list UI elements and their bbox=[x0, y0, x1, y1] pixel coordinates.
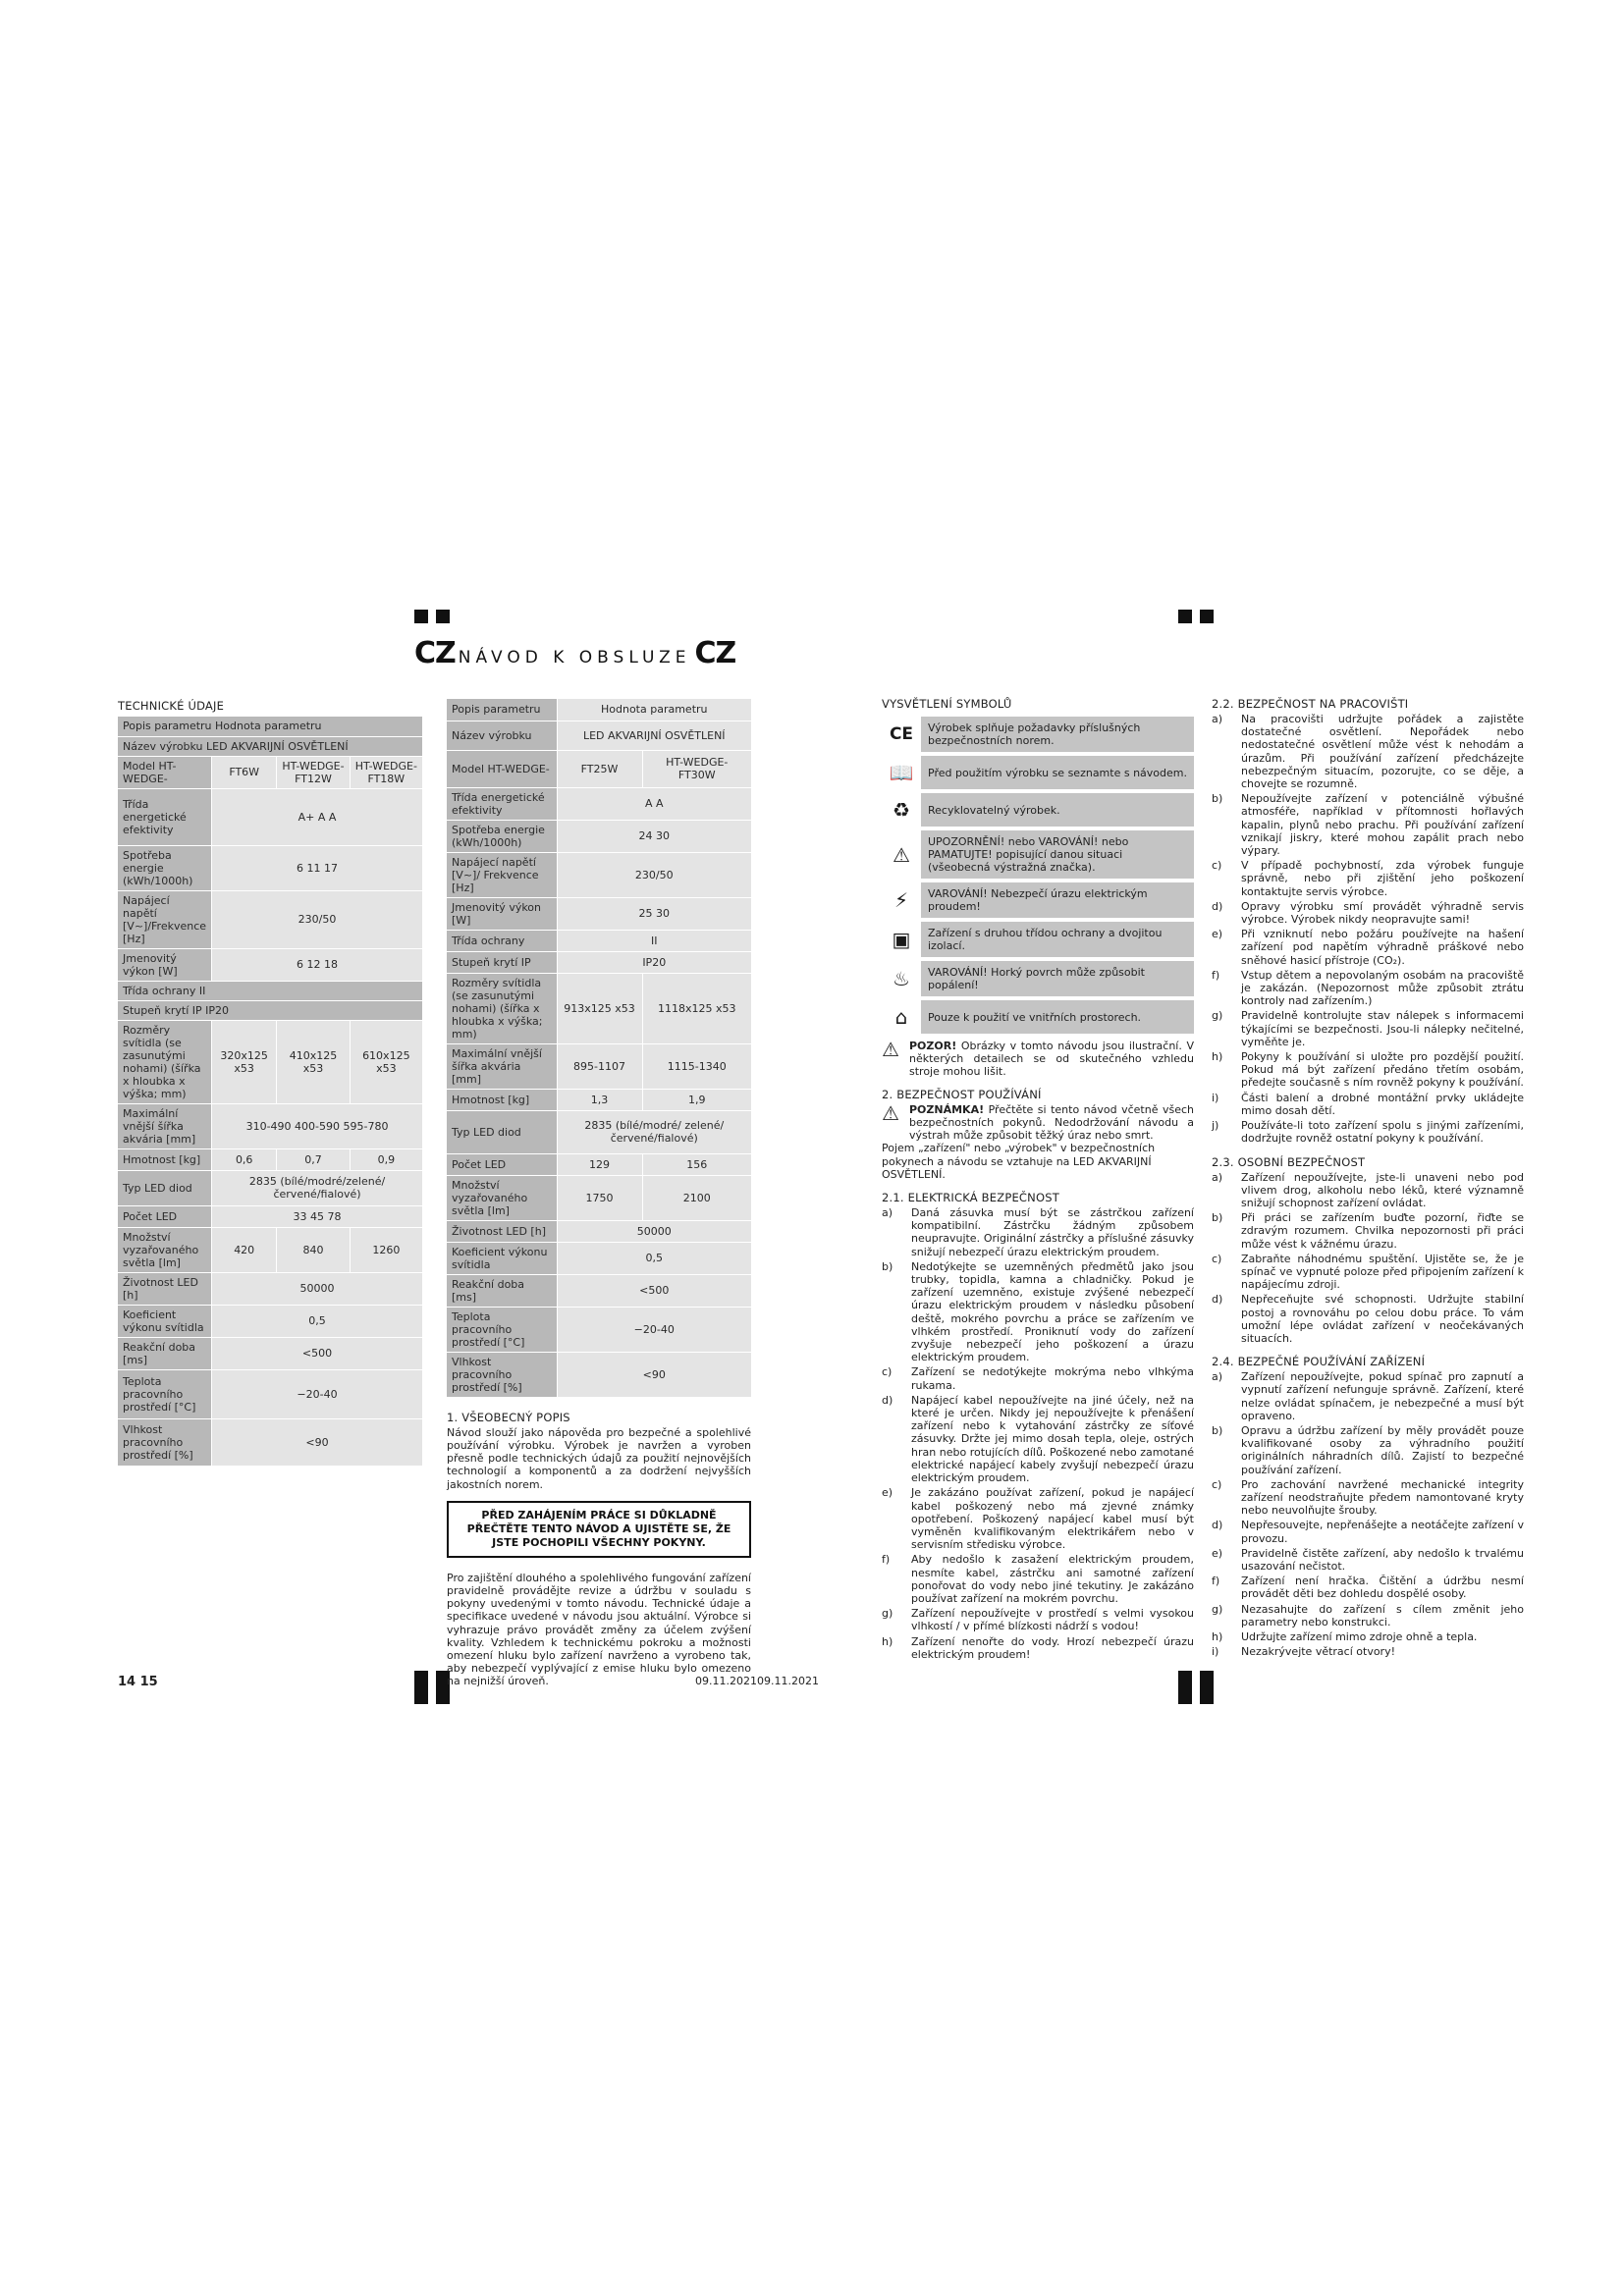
item-text: Při práci se zařízením buďte pozorní, řiďte se zdravým rozumem. Chvilka nepozornosti při práci může vést k vážnému úrazu. bbox=[1241, 1211, 1524, 1251]
parameter-label: Spotřeba energie (kWh/1000h) bbox=[447, 820, 557, 852]
safe-usage-section bbox=[1212, 1355, 1524, 1658]
list-item bbox=[882, 1394, 1194, 1484]
table-row bbox=[447, 852, 751, 897]
item-letter: h) bbox=[882, 1634, 893, 1648]
manual-title: NÁVOD K OBSLUZE bbox=[458, 648, 691, 667]
parameter-value: 0,7 bbox=[277, 1148, 350, 1170]
parameter-label: Počet LED bbox=[118, 1205, 212, 1227]
general-paragraph: Návod slouží jako nápověda pro bezpečné a spolehlivé používání výrobku. Výrobek je navržen a vyroben přesně podle technických údajů za použití nejnovějších technologií a komponentů a za dodržení nejvyšších jakostních norem. bbox=[447, 1425, 751, 1491]
personal-safety-list bbox=[1212, 1171, 1524, 1346]
item-letter: e) bbox=[1212, 928, 1223, 941]
parameter-label: Vlhkost pracovního prostředí [%] bbox=[447, 1352, 557, 1397]
parameter-value: Hodnota parametru bbox=[557, 699, 751, 721]
symbols-section bbox=[882, 697, 1194, 1663]
parameter-label: Životnost LED [h] bbox=[118, 1272, 212, 1305]
parameter-value: A+ A A bbox=[212, 788, 422, 845]
parameter-label: Koeficient výkonu svítidla bbox=[447, 1242, 557, 1274]
item-letter: c) bbox=[1212, 1477, 1222, 1491]
parameter-value: 6 12 18 bbox=[212, 948, 422, 981]
parameter-value: −20-40 bbox=[212, 1369, 422, 1418]
parameter-label: Reakční doba [ms] bbox=[118, 1337, 212, 1369]
corner-square bbox=[1178, 610, 1192, 623]
parameter-label: Model HT-WEDGE- bbox=[118, 756, 212, 788]
list-item bbox=[1212, 1603, 1524, 1629]
table-row bbox=[118, 1369, 422, 1418]
list-item bbox=[882, 1607, 1194, 1632]
note-label: POZNÁMKA! bbox=[909, 1102, 985, 1116]
footer-bar bbox=[414, 1671, 428, 1704]
parameter-value: 310-490 400-590 595-780 bbox=[212, 1103, 422, 1148]
symbol-description: Před použitím výrobku se seznamte s návodem. bbox=[921, 756, 1194, 789]
section-heading: 2.3. OSOBNÍ BEZPEČNOST bbox=[1212, 1154, 1366, 1169]
item-letter: j) bbox=[1212, 1119, 1219, 1133]
parameter-label: Maximální vnější šířka akvária [mm] bbox=[447, 1043, 557, 1089]
item-letter: d) bbox=[882, 1393, 893, 1407]
parameter-label: Jmenovitý výkon [W] bbox=[118, 948, 212, 981]
tech-data-section-2 bbox=[447, 699, 751, 1692]
list-item bbox=[1212, 1630, 1524, 1643]
item-text: Na pracovišti udržujte pořádek a zajistěte dostatečné osvětlení. Nepořádek nebo nedostatečné osvětlení může vést k nehodám a úrazům. Při používání zařízení předcházejte nebezpečným situacím, pozorujte, co se děje, a chovejte se rozumně. bbox=[1241, 713, 1524, 791]
item-letter: a) bbox=[882, 1206, 893, 1220]
tech-data-section-1 bbox=[118, 699, 422, 1467]
item-text: Nezasahujte do zařízení s cílem změnit jeho parametry nebo konstrukci. bbox=[1241, 1602, 1524, 1629]
parameter-value: HT-WEDGE-FT12W bbox=[277, 756, 350, 788]
table-row bbox=[447, 1175, 751, 1220]
table-row bbox=[118, 736, 422, 756]
parameter-label: Spotřeba energie (kWh/1000h) bbox=[118, 845, 212, 890]
parameter-label: Teplota pracovního prostředí [°C] bbox=[447, 1307, 557, 1352]
parameter-value: <500 bbox=[212, 1337, 422, 1369]
parameter-value: 1750 bbox=[557, 1175, 642, 1220]
parameter-value: 50000 bbox=[557, 1220, 751, 1242]
parameter-value: <500 bbox=[557, 1274, 751, 1307]
table-row bbox=[447, 1274, 751, 1307]
table-row bbox=[447, 930, 751, 951]
item-text: Napájecí kabel nepoužívejte na jiné účely, než na které je určen. Nikdy jej nepoužívejte k přenášení zařízení nebo k vytahování zástrčky ze síťové zásuvky. Držte jej mimo dosah tepla, oleje, ostrých hran nebo rotujících dílů. Poškozené nebo zamotané elektrické napájecí kabely zvyšují nebezpečí úrazu elektrickým proudem. bbox=[911, 1393, 1194, 1485]
table-row bbox=[447, 1089, 751, 1110]
symbol-description: Pouze k použití ve vnitřních prostorech. bbox=[921, 1000, 1194, 1034]
language-code: CZ bbox=[414, 636, 456, 670]
parameter-value: 129 bbox=[557, 1153, 642, 1175]
parameter-label: Počet LED bbox=[447, 1153, 557, 1175]
symbol-row bbox=[882, 922, 1194, 957]
indoor-use-icon: ⌂ bbox=[894, 1005, 908, 1029]
parameter-value: <90 bbox=[557, 1352, 751, 1397]
parameter-value: <90 bbox=[212, 1418, 422, 1466]
list-item bbox=[1212, 1575, 1524, 1600]
table-row bbox=[118, 1205, 422, 1227]
parameter-label: Model HT-WEDGE- bbox=[447, 750, 557, 787]
symbol-row bbox=[882, 756, 1194, 789]
footer-bar bbox=[1200, 1671, 1214, 1704]
electrical-safety-section bbox=[882, 1191, 1194, 1661]
table-row bbox=[447, 699, 751, 721]
parameter-value: 1260 bbox=[350, 1227, 422, 1272]
note-label: POZOR! bbox=[909, 1040, 957, 1052]
list-item bbox=[1212, 1050, 1524, 1090]
list-item bbox=[1212, 928, 1524, 967]
list-item bbox=[1212, 1253, 1524, 1292]
corner-square bbox=[436, 610, 450, 623]
page-title bbox=[414, 636, 735, 670]
item-letter: b) bbox=[1212, 792, 1223, 806]
symbol-description: VAROVÁNÍ! Nebezpečí úrazu elektrickým proudem! bbox=[921, 882, 1194, 918]
parameter-value: 2835 (bílé/modré/ zelené/ červené/fialové) bbox=[557, 1110, 751, 1153]
parameter-label: Typ LED diod bbox=[447, 1110, 557, 1153]
ce-mark-icon: CE bbox=[889, 724, 914, 744]
parameter-value: 156 bbox=[642, 1153, 751, 1175]
parameter-value: 24 30 bbox=[557, 820, 751, 852]
warning-triangle-icon: ⚠ bbox=[893, 842, 910, 867]
parameter-label: Hmotnost [kg] bbox=[118, 1148, 212, 1170]
parameter-value: 1,9 bbox=[642, 1089, 751, 1110]
table-row bbox=[118, 1170, 422, 1205]
symbol-description: VAROVÁNÍ! Horký povrch může způsobit popálení! bbox=[921, 961, 1194, 996]
parameter-label: Životnost LED [h] bbox=[447, 1220, 557, 1242]
table-row bbox=[118, 788, 422, 845]
parameter-value: 230/50 bbox=[212, 890, 422, 948]
item-text: Nepřesouvejte, nepřenášejte a neotáčejte zařízení v provozu. bbox=[1241, 1519, 1524, 1545]
parameter-label: Rozměry svítidla (se zasunutými nohami) (šířka x hloubka x výška; mm) bbox=[447, 973, 557, 1043]
parameter-value: 2835 (bílé/modré/zelené/ červené/fialové) bbox=[212, 1170, 422, 1205]
item-letter: f) bbox=[1212, 968, 1220, 982]
parameter-label: Popis parametru Hodnota parametru bbox=[118, 717, 422, 736]
list-item bbox=[882, 1486, 1194, 1551]
item-letter: c) bbox=[882, 1365, 893, 1379]
list-item bbox=[1212, 1547, 1524, 1573]
list-item bbox=[1212, 1211, 1524, 1251]
item-letter: g) bbox=[1212, 1009, 1223, 1023]
parameter-label: Stupeň krytí IP bbox=[447, 951, 557, 973]
parameter-value: 1,3 bbox=[557, 1089, 642, 1110]
symbol-row bbox=[882, 961, 1194, 996]
table-row bbox=[118, 1000, 422, 1020]
item-letter: b) bbox=[882, 1259, 893, 1273]
item-letter: a) bbox=[1212, 1170, 1223, 1184]
item-letter: c) bbox=[1212, 1252, 1222, 1265]
item-letter: i) bbox=[1212, 1645, 1219, 1659]
section-heading: 1. VŠEOBECNÝ POPIS bbox=[447, 1410, 570, 1424]
parameter-label: Napájecí napětí [V~]/Frekvence [Hz] bbox=[118, 890, 212, 948]
parameter-value: 913x125 x53 bbox=[557, 973, 642, 1043]
language-code: CZ bbox=[694, 636, 736, 670]
parameter-value: 50000 bbox=[212, 1272, 422, 1305]
parameter-value: 840 bbox=[277, 1227, 350, 1272]
item-text: Vstup dětem a nepovolaným osobám na pracoviště je zakázán. (Nepozornost může způsobit ztrátu kontroly nad zařízením.) bbox=[1241, 968, 1524, 1008]
symbol-list bbox=[882, 717, 1194, 1034]
item-text: Nepoužívejte zařízení v potenciálně výbušné atmosféře, například v přítomnosti hořlavých kapalin, plynů nebo prachu. Při používání zařízení vznikají jiskry, které mohou zapálit prach nebo výpary. bbox=[1241, 792, 1524, 858]
parameter-label: Typ LED diod bbox=[118, 1170, 212, 1205]
table-row bbox=[447, 820, 751, 852]
item-letter: d) bbox=[1212, 1293, 1223, 1307]
item-letter: e) bbox=[1212, 1546, 1223, 1560]
list-item bbox=[882, 1260, 1194, 1364]
item-letter: h) bbox=[1212, 1050, 1223, 1064]
item-text: Používáte-li toto zařízení spolu s jinými zařízeními, dodržujte rovněž ostatní pokyny k používání. bbox=[1241, 1119, 1524, 1146]
warning-triangle-icon: ⚠ bbox=[882, 1038, 899, 1061]
table-row bbox=[118, 1305, 422, 1337]
parameter-label: Maximální vnější šířka akvária [mm] bbox=[118, 1103, 212, 1148]
parameter-value: A A bbox=[557, 787, 751, 820]
parameter-label: Název výrobku LED AKVARIJNÍ OSVĚTLENÍ bbox=[118, 736, 422, 756]
parameter-value: 33 45 78 bbox=[212, 1205, 422, 1227]
parameter-value: 895-1107 bbox=[557, 1043, 642, 1089]
table-row bbox=[118, 1272, 422, 1305]
symbol-description: UPOZORNĚNÍ! nebo VAROVÁNÍ! nebo PAMATUJTE! popisující danou situaci (všeobecná výstražná značka). bbox=[921, 830, 1194, 879]
item-text: Části balení a drobné montážní prvky ukládejte mimo dosah dětí. bbox=[1241, 1091, 1524, 1117]
read-manual-icon: 📖 bbox=[889, 761, 914, 784]
list-item bbox=[882, 1206, 1194, 1258]
item-letter: a) bbox=[1212, 1370, 1223, 1384]
hot-surface-icon: ♨ bbox=[893, 967, 910, 990]
table-row bbox=[118, 981, 422, 1000]
parameter-label: Třída energetické efektivity bbox=[447, 787, 557, 820]
parameter-value: 25 30 bbox=[557, 897, 751, 930]
section-heading: 2. BEZPEČNOST POUŽÍVÁNÍ bbox=[882, 1087, 1042, 1101]
item-letter: h) bbox=[1212, 1630, 1223, 1643]
table-row bbox=[118, 1418, 422, 1466]
note-text: Obrázky v tomto návodu jsou ilustrační. V některých detailech se od skutečného vzhledu stroje mohou lišit. bbox=[909, 1040, 1194, 1079]
table-row bbox=[447, 1153, 751, 1175]
workplace-safety-section bbox=[1212, 697, 1524, 1146]
parameter-label: Třída energetické efektivity bbox=[118, 788, 212, 845]
parameter-label: Vlhkost pracovního prostředí [%] bbox=[118, 1418, 212, 1466]
list-item bbox=[1212, 1424, 1524, 1476]
spec-table-2 bbox=[447, 699, 751, 1398]
item-letter: i) bbox=[1212, 1091, 1219, 1104]
item-text: Při vzniknutí nebo požáru používejte na hašení zařízení pod napětím výhradně práškové nebo sněhové hasicí přístroje (CO₂). bbox=[1241, 928, 1524, 967]
item-letter: e) bbox=[882, 1486, 893, 1500]
list-item bbox=[1212, 859, 1524, 898]
list-item bbox=[1212, 792, 1524, 857]
corner-square bbox=[414, 610, 428, 623]
parameter-label: Teplota pracovního prostředí [°C] bbox=[118, 1369, 212, 1418]
section-heading: 2.4. BEZPEČNÉ POUŽÍVÁNÍ ZAŘÍZENÍ bbox=[1212, 1355, 1426, 1369]
table-row bbox=[447, 750, 751, 787]
item-text: Zařízení nepoužívejte, pokud spínač pro zapnutí a vypnutí zařízení nefunguje správně. Zařízení, které nelze ovládat spínačem, je nebezpečné a musí být opraveno. bbox=[1241, 1370, 1524, 1422]
parameter-label: Rozměry svítidla (se zasunutými nohami) (šířka x hloubka x výška; mm) bbox=[118, 1020, 212, 1103]
symbol-description: Zařízení s druhou třídou ochrany a dvojitou izolací. bbox=[921, 922, 1194, 957]
item-letter: g) bbox=[1212, 1602, 1223, 1616]
symbol-description: Recyklovatelný výrobek. bbox=[921, 793, 1194, 827]
table-row bbox=[447, 1220, 751, 1242]
table-row bbox=[118, 1227, 422, 1272]
item-text: Zařízení nenořte do vody. Hrozí nebezpečí úrazu elektrickým proudem! bbox=[911, 1634, 1194, 1661]
list-item bbox=[882, 1365, 1194, 1391]
workplace-column bbox=[1212, 697, 1524, 1660]
table-row bbox=[447, 897, 751, 930]
recycle-bin-icon: ♻ bbox=[893, 798, 910, 822]
parameter-label: Popis parametru bbox=[447, 699, 557, 721]
list-item bbox=[1212, 1119, 1524, 1145]
parameter-label: Název výrobku bbox=[447, 721, 557, 750]
section-heading: TECHNICKÉ ÚDAJE bbox=[118, 699, 225, 713]
general-description bbox=[447, 1412, 751, 1688]
list-item bbox=[1212, 1009, 1524, 1048]
parameter-value: 1115-1340 bbox=[642, 1043, 751, 1089]
item-text: Udržujte zařízení mimo zdroje ohně a tepla. bbox=[1241, 1630, 1478, 1643]
parameter-value: 420 bbox=[212, 1227, 277, 1272]
print-dates: 09.11.202109.11.2021 bbox=[695, 1675, 819, 1687]
parameter-label: Jmenovitý výkon [W] bbox=[447, 897, 557, 930]
term-definition: Pojem „zařízení" nebo „výrobek" v bezpečnostních pokynech a návodu se vztahuje na LED AKVARIJNÍ OSVĚTLENÍ. bbox=[882, 1142, 1156, 1181]
table-row bbox=[118, 948, 422, 981]
item-text: Aby nedošlo k zasažení elektrickým proudem, nesmíte kabel, zástrčku ani samotné zařízení ponořovat do vody nebo jiné tekutiny. Je zakázáno používat zařízení na mokrém povrchu. bbox=[911, 1553, 1194, 1605]
parameter-value: 0,5 bbox=[212, 1305, 422, 1337]
safe-usage-list bbox=[1212, 1370, 1524, 1658]
list-item bbox=[1212, 969, 1524, 1008]
item-text: Nepřeceňujte své schopnosti. Udržujte stabilní postoj a rovnováhu po celou dobu práce. To vám umožní lépe ovládat zařízení v neočekávaných situacích. bbox=[1241, 1293, 1524, 1345]
symbol-row bbox=[882, 793, 1194, 827]
list-item bbox=[1212, 1519, 1524, 1544]
table-row bbox=[118, 845, 422, 890]
section-heading: 2.2. BEZPEČNOST NA PRACOVIŠTI bbox=[1212, 697, 1409, 711]
parameter-value: HT-WEDGE-FT30W bbox=[642, 750, 751, 787]
item-text: Opravu a údržbu zařízení by měly provádět pouze kvalifikované osoby za výhradního použití originálních náhradních dílů. Zajistí to bezpečné používání zařízení. bbox=[1241, 1423, 1524, 1476]
personal-safety-section bbox=[1212, 1155, 1524, 1346]
warning-triangle-icon: ⚠ bbox=[882, 1100, 899, 1125]
parameter-value: II bbox=[557, 930, 751, 951]
table-row bbox=[447, 973, 751, 1043]
item-text: Zařízení nepoužívejte, jste-li unaveni nebo pod vlivem drog, alkoholu nebo léků, které významně snižují schopnost zařízení ovládat. bbox=[1241, 1170, 1524, 1209]
item-letter: f) bbox=[882, 1553, 891, 1567]
parameter-value: FT25W bbox=[557, 750, 642, 787]
parameter-label: Reakční doba [ms] bbox=[447, 1274, 557, 1307]
list-item bbox=[1212, 1370, 1524, 1422]
parameter-value: 6 11 17 bbox=[212, 845, 422, 890]
table-row bbox=[447, 1110, 751, 1153]
parameter-value: 1118x125 x53 bbox=[642, 973, 751, 1043]
list-item bbox=[1212, 1092, 1524, 1117]
parameter-value: 230/50 bbox=[557, 852, 751, 897]
list-item bbox=[1212, 1645, 1524, 1658]
parameter-value: 410x125 x53 bbox=[277, 1020, 350, 1103]
symbol-row bbox=[882, 717, 1194, 752]
parameter-label: Třída ochrany II bbox=[118, 981, 422, 1000]
symbol-row bbox=[882, 830, 1194, 879]
section-heading: 2.1. ELEKTRICKÁ BEZPEČNOST bbox=[882, 1191, 1059, 1205]
item-letter: c) bbox=[1212, 859, 1222, 873]
table-row bbox=[447, 1307, 751, 1352]
parameter-value: 2100 bbox=[642, 1175, 751, 1220]
parameter-value: 320x125 x53 bbox=[212, 1020, 277, 1103]
parameter-label: Koeficient výkonu svítidla bbox=[118, 1305, 212, 1337]
footer-bar bbox=[1178, 1671, 1192, 1704]
spec-table-1 bbox=[118, 717, 422, 1467]
item-letter: a) bbox=[1212, 713, 1223, 725]
parameter-label: Hmotnost [kg] bbox=[447, 1089, 557, 1110]
list-item bbox=[882, 1635, 1194, 1661]
item-letter: d) bbox=[1212, 1519, 1223, 1532]
table-row bbox=[447, 1242, 751, 1274]
workplace-safety-list bbox=[1212, 713, 1524, 1146]
note-text: Přečtěte si tento návod včetně všech bezpečnostních pokynů. Nedodržování návodu a výstrah může způsobit těžký úraz nebo smrt. bbox=[909, 1102, 1194, 1143]
item-text: Pro zachování navržené mechanické integrity zařízení neodstraňujte předem namontované kryty nebo neuvolňujte šrouby. bbox=[1241, 1477, 1524, 1518]
item-text: Zabraňte náhodnému spuštění. Ujistěte se, že je spínač ve vypnuté poloze před připojením zařízení k napájecímu zdroji. bbox=[1241, 1252, 1524, 1292]
parameter-label: Třída ochrany bbox=[447, 930, 557, 951]
parameter-label: Množství vyzařovaného světla [lm] bbox=[447, 1175, 557, 1220]
item-text: Nedotýkejte se uzemněných předmětů jako jsou trubky, topidla, kamna a chladničky. Pokud je zařízení uzemněno, existuje zvýšené nebezpečí úrazu elektrickým proudem v následku působení deště, mokrého povrchu a práce se zařízením ve vlhkém prostředí. Proniknutí vody do zařízení zvyšuje nebezpečí jeho poškození a úrazu elektrickým proudem. bbox=[911, 1259, 1194, 1364]
read-manual-warning: PŘED ZAHÁJENÍM PRÁCE SI DŮKLADNĚ PŘEČTĚTE TENTO NÁVOD A UJISTĚTE SE, ŽE JSTE POCHOPILI VŠECHNY POKYNY. bbox=[447, 1501, 751, 1558]
table-row bbox=[447, 1043, 751, 1089]
item-text: Pravidelně čistěte zařízení, aby nedošlo k trvalému usazování nečistot. bbox=[1241, 1546, 1524, 1573]
parameter-value: 0,6 bbox=[212, 1148, 277, 1170]
item-letter: b) bbox=[1212, 1423, 1223, 1437]
item-text: Pokyny k používání si uložte pro pozdější použití. Pokud má být zařízení předáno třetím osobám, předejte současně s ním rovněž pokyny k používání. bbox=[1241, 1050, 1524, 1090]
parameter-label: Napájecí napětí [V~]/ Frekvence [Hz] bbox=[447, 852, 557, 897]
item-text: Zařízení se nedotýkejte mokrýma nebo vlhkýma rukama. bbox=[911, 1365, 1194, 1392]
list-item bbox=[882, 1553, 1194, 1605]
table-row bbox=[118, 1103, 422, 1148]
item-text: Daná zásuvka musí být se zástrčkou zařízení kompatibilní. Zástrčku žádným způsobem neupravujte. Originální zástrčky a příslušné zásuvky snižují nebezpečí úrazu elektrickým proudem. bbox=[911, 1206, 1194, 1258]
table-row bbox=[118, 1148, 422, 1170]
parameter-value: 0,5 bbox=[557, 1242, 751, 1274]
parameter-value: FT6W bbox=[212, 756, 277, 788]
parameter-value: HT-WEDGE-FT18W bbox=[350, 756, 422, 788]
list-item bbox=[1212, 1478, 1524, 1518]
section-heading: VYSVĚTLENÍ SYMBOLŮ bbox=[882, 697, 1012, 711]
list-item bbox=[1212, 713, 1524, 790]
table-row bbox=[447, 721, 751, 750]
item-letter: b) bbox=[1212, 1211, 1223, 1225]
parameter-label: Množství vyzařovaného světla [lm] bbox=[118, 1227, 212, 1272]
parameter-value: 0,9 bbox=[350, 1148, 422, 1170]
item-text: Pravidelně kontrolujte stav nálepek s informacemi týkajícími se bezpečnosti. Jsou-li nálepky nečitelné, vyměňte je. bbox=[1241, 1009, 1524, 1048]
parameter-value: −20-40 bbox=[557, 1307, 751, 1352]
maintenance-paragraph: Pro zajištění dlouhého a spolehlivého fungování zařízení pravidelně provádějte revize a údržbu v souladu s pokyny uvedenými v tomto návodu. Technické údaje a specifikace uvedené v návodu jsou aktuální. Výrobce si vyhrazuje právo provádět změny za účelem zvýšení kvality. Vzhledem k technickému pokroku a možnosti omezení hluku bylo zařízení navrženo a vyrobeno tak, aby nebezpečí vyplývající z emise hluku bylo omezeno na nejnižší úroveň. bbox=[447, 1571, 751, 1688]
parameter-value: 610x125 x53 bbox=[350, 1020, 422, 1103]
symbol-description: Výrobek splňuje požadavky příslušných bezpečnostních norem. bbox=[921, 717, 1194, 752]
table-row bbox=[118, 890, 422, 948]
usage-safety-section bbox=[882, 1089, 1194, 1181]
item-letter: d) bbox=[1212, 899, 1223, 913]
page-numbers: 14 15 bbox=[118, 1675, 158, 1689]
table-row bbox=[118, 1020, 422, 1103]
item-text: Zařízení není hračka. Čištění a údržbu nesmí provádět děti bez dohledu dospělé osoby. bbox=[1241, 1575, 1524, 1601]
list-item bbox=[1212, 1293, 1524, 1345]
item-text: Zařízení nepoužívejte v prostředí s velmi vysokou vlhkostí / v přímé blízkosti nádrží s vodou! bbox=[911, 1607, 1194, 1633]
table-row bbox=[118, 717, 422, 736]
item-letter: g) bbox=[882, 1607, 893, 1621]
parameter-value: IP20 bbox=[557, 951, 751, 973]
electric-shock-icon: ⚡ bbox=[893, 888, 909, 912]
electrical-safety-list bbox=[882, 1206, 1194, 1661]
table-row bbox=[118, 1337, 422, 1369]
item-text: Nezakrývejte větrací otvory! bbox=[1241, 1645, 1396, 1659]
item-text: V případě pochybností, zda výrobek funguje správně, nebo při zjištění jeho poškození kontaktujte servis výrobce. bbox=[1241, 859, 1524, 898]
table-row bbox=[447, 787, 751, 820]
item-letter: f) bbox=[1212, 1575, 1220, 1588]
corner-square bbox=[1200, 610, 1214, 623]
list-item bbox=[1212, 1171, 1524, 1210]
double-insulation-icon: ▣ bbox=[892, 928, 911, 951]
item-text: Je zakázáno používat zařízení, pokud je napájecí kabel poškozený nebo má zjevné známky opotřebení. Poškozený napájecí kabel musí být vyměněn kvalifikovaným elektrikářem nebo v servisním středisku výrobce. bbox=[911, 1486, 1194, 1552]
table-row bbox=[447, 1352, 751, 1397]
parameter-label: Stupeň krytí IP IP20 bbox=[118, 1000, 422, 1020]
parameter-value: LED AKVARIJNÍ OSVĚTLENÍ bbox=[557, 721, 751, 750]
symbol-row bbox=[882, 1000, 1194, 1034]
symbol-row bbox=[882, 882, 1194, 918]
table-row bbox=[447, 951, 751, 973]
table-row bbox=[118, 756, 422, 788]
item-text: Opravy výrobku smí provádět výhradně servis výrobce. Výrobek nikdy neopravujte sami! bbox=[1241, 899, 1524, 927]
illustration-note bbox=[882, 1040, 1194, 1079]
list-item bbox=[1212, 900, 1524, 926]
